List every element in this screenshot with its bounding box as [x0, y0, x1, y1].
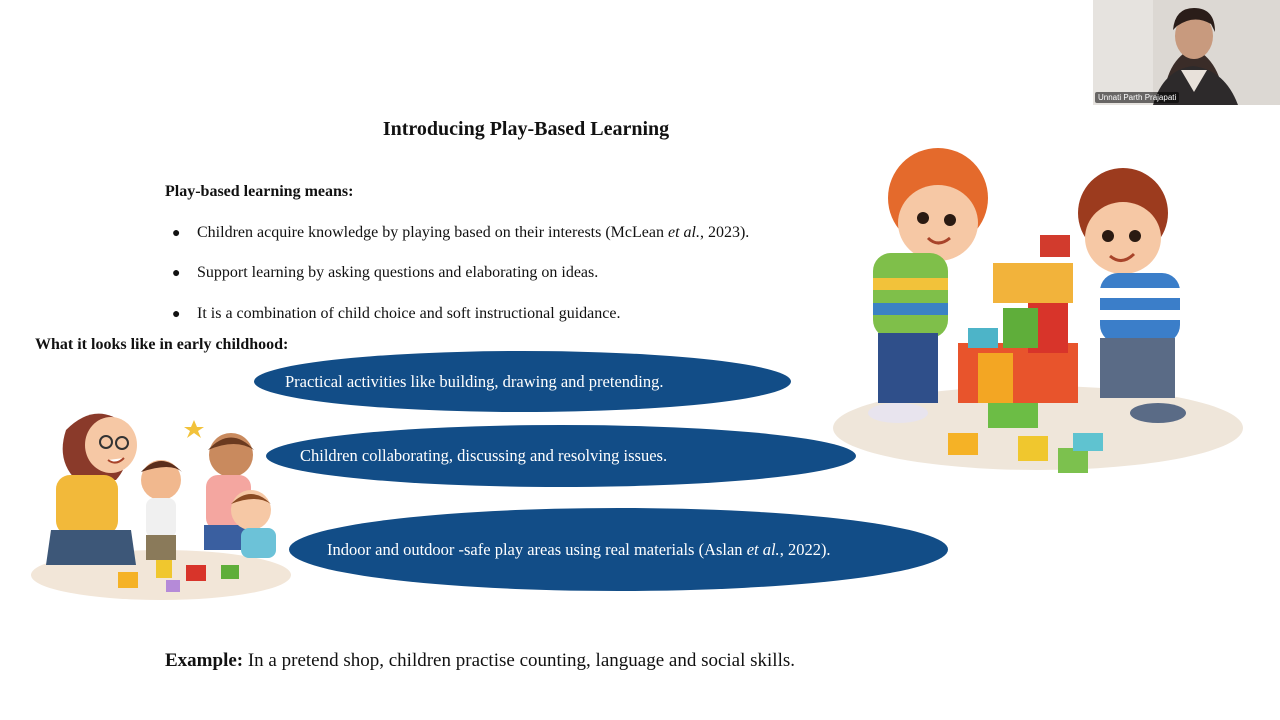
looks-like-pill — [289, 508, 948, 591]
teacher-with-children-illustration — [26, 400, 298, 602]
bullet-dot-icon: ● — [172, 226, 181, 241]
bullet-item — [172, 305, 620, 323]
bullet-dot-icon: ● — [172, 307, 181, 322]
participant-name-label: Unnati Parth Prajapati — [1095, 92, 1179, 103]
looks-like-pill — [266, 425, 856, 487]
bullet-text: Support learning by asking questions and elaborating on ideas. — [197, 264, 599, 281]
example-line — [165, 650, 795, 672]
bullet-item — [172, 264, 598, 282]
presenter-video — [1093, 0, 1280, 105]
slide-title: Introducing Play-Based Learning — [382, 118, 670, 140]
pill-text: Children collaborating, discussing and resolving issues. — [300, 446, 668, 465]
means-heading: Play-based learning means: — [165, 183, 354, 200]
bullet-item — [172, 224, 749, 242]
looks-like-pill — [254, 351, 791, 412]
bullet-text: It is a combination of child choice and soft instructional guidance. — [197, 305, 621, 322]
bullet-dot-icon: ● — [172, 266, 181, 281]
bullet-text: Children acquire knowledge by playing based on their interests (McLean et al., 2023). — [197, 224, 750, 241]
example-label: Example: — [165, 650, 244, 671]
children-building-blocks-illustration — [828, 138, 1244, 483]
pill-text: Practical activities like building, drawing and pretending. — [285, 371, 664, 391]
pill-text: Indoor and outdoor -safe play areas using real materials (Aslan et al., 2022). — [327, 539, 831, 559]
looks-like-heading: What it looks like in early childhood: — [35, 336, 289, 353]
webcam-tile[interactable] — [1093, 0, 1280, 105]
example-text: In a pretend shop, children practise counting, language and social skills. — [243, 650, 796, 671]
